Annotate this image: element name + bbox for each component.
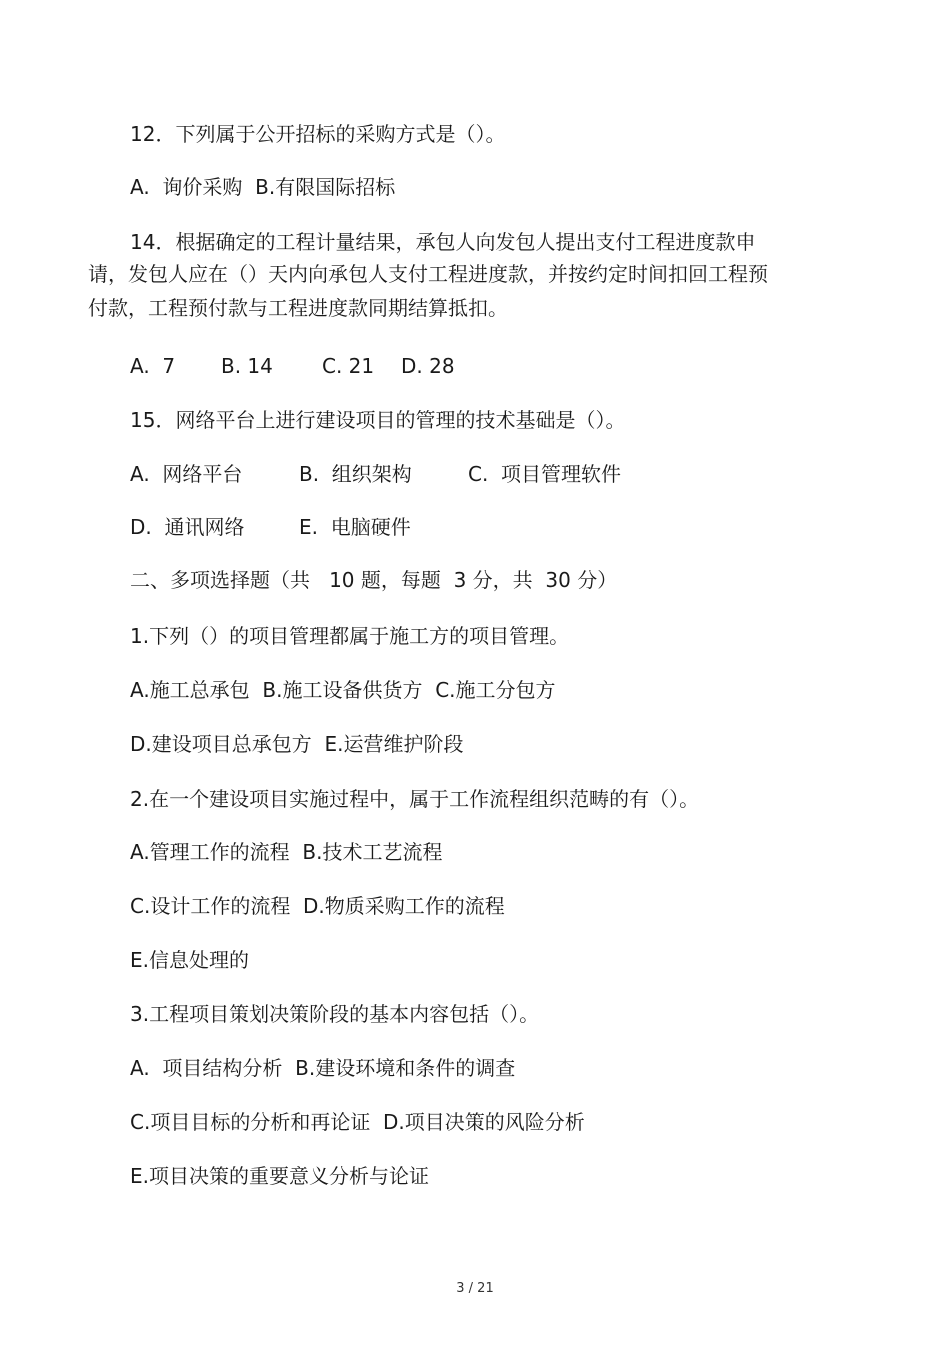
m3-options-row2: C.项目目标的分析和再论证 D.项目决策的风险分析 [130,1110,585,1134]
m1-options-row1: A.施工总承包 B.施工设备供货方 C.施工分包方 [130,678,556,702]
m2-options-row2: C.设计工作的流程 D.物质采购工作的流程 [130,894,505,918]
m1-options-row2: D.建设项目总承包方 E.运营维护阶段 [130,732,464,756]
q14-option-b: B. 14 [221,354,273,378]
q15-option-a: A. 网络平台 [130,462,243,486]
q12-options: A. 询价采购 B.有限国际招标 [130,175,396,199]
q14-stem-line2: 请，发包人应在（）天内向承包人支付工程进度款，并按约定时间扣回工程预 [88,262,768,286]
m2-options-row3: E.信息处理的 [130,948,249,972]
m3-options-row1: A. 项目结构分析 B.建设环境和条件的调查 [130,1056,516,1080]
q15-option-e: E. 电脑硬件 [299,515,411,539]
m2-options-row1: A.管理工作的流程 B.技术工艺流程 [130,840,443,864]
m3-stem: 3.工程项目策划决策阶段的基本内容包括（）。 [130,1002,540,1026]
q14-option-d: D. 28 [401,354,455,378]
q14-option-a: A. 7 [130,354,176,378]
q14-stem-line1: 14．根据确定的工程计量结果，承包人向发包人提出支付工程进度款申 [130,230,756,254]
m2-stem: 2.在一个建设项目实施过程中，属于工作流程组织范畴的有（）。 [130,787,700,811]
page-number: 3 / 21 [456,1281,494,1296]
m1-stem: 1.下列（）的项目管理都属于施工方的项目管理。 [130,624,570,648]
q15-option-b: B. 组织架构 [299,462,412,486]
q15-option-c: C. 项目管理软件 [468,462,622,486]
q14-option-c: C. 21 [322,354,375,378]
q12-stem: 12．下列属于公开招标的采购方式是（）。 [130,122,506,146]
q14-stem-line3: 付款，工程预付款与工程进度款同期结算抵扣。 [88,296,508,320]
q15-option-d: D. 通讯网络 [130,515,245,539]
section2-title: 二、多项选择题（共 10 题，每题 3 分，共 30 分） [130,568,618,592]
m3-options-row3: E.项目决策的重要意义分析与论证 [130,1164,429,1188]
q15-stem: 15．网络平台上进行建设项目的管理的技术基础是（）。 [130,408,626,432]
